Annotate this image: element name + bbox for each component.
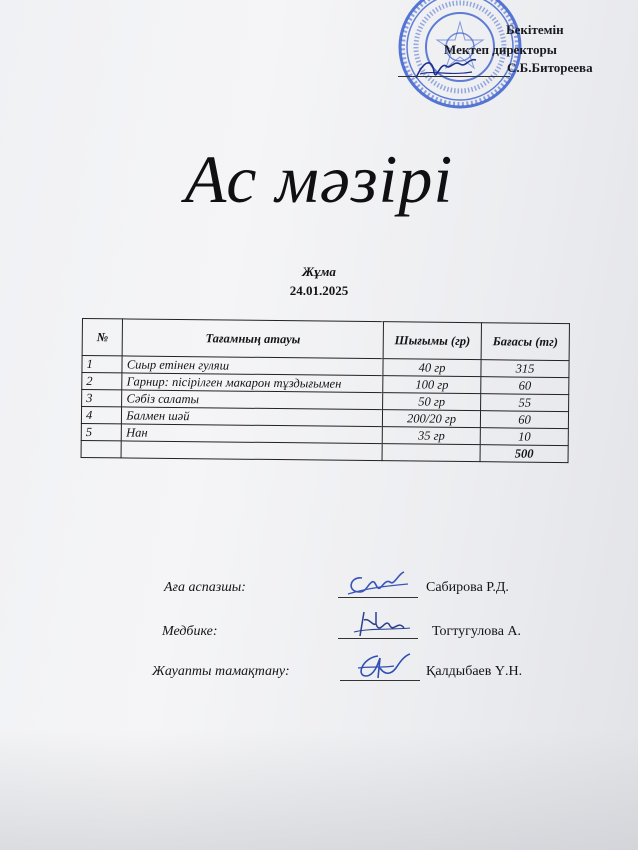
row-name: Сиыр етінен гуляш [122,356,383,376]
row-no: 5 [81,423,122,440]
nurse-name: Тогтугулова А. [432,624,522,639]
row-no: 2 [82,373,123,390]
row-price: 60 [481,411,569,429]
row-price: 60 [481,377,569,395]
row-yield: 35 гр [382,427,480,445]
nurse-role: Медбике: [162,624,218,639]
row-price: 55 [481,394,569,412]
total-empty-no [81,440,122,457]
row-yield: 200/20 гр [382,410,480,428]
total-price: 500 [480,445,568,463]
menu-table [81,318,570,463]
responsible-name: Қалдыбаев Ү.Н. [426,664,523,679]
director-signature-icon [410,52,480,86]
total-empty-yield [382,444,480,462]
row-no: 3 [82,390,123,407]
responsible-signature-icon [344,648,414,684]
row-price: 10 [480,428,568,446]
paper-shadow [0,730,638,850]
menu-date: 24.01.2025 [289,283,349,298]
table-header-row [82,319,569,361]
row-price: 315 [481,360,569,378]
row-no: 1 [82,356,123,373]
row-yield: 50 гр [383,393,481,411]
row-name: Нан [122,424,383,444]
total-empty-name [121,441,382,461]
row-yield: 40 гр [383,359,481,377]
header-name: Тағамның атауы [122,319,383,359]
page-title: Ас мәзірі [184,141,454,217]
header-price: Бағасы (тг) [481,323,569,361]
row-name: Сәбіз салаты [122,390,383,410]
cook-signature-icon [342,566,412,602]
approve-label: Бекітемін [506,22,564,37]
row-name: Гарнир: пісірілген макарон тұздығымен [122,373,383,393]
row-yield: 100 гр [383,376,481,394]
cook-name: Сабирова Р.Д. [426,580,509,595]
nurse-signature-icon [350,606,420,642]
row-name: Балмен шәй [122,407,383,427]
menu-day: Жұма [302,264,336,279]
header-yield: Шығымы (гр) [383,322,482,360]
director-title: Мектеп директоры [444,42,557,57]
director-name: С.Б.Битореева [507,60,593,75]
cook-role: Аға аспазшы: [164,580,246,595]
responsible-role: Жауапты тамақтану: [152,664,290,679]
header-no: № [82,319,123,356]
row-no: 4 [81,407,122,424]
